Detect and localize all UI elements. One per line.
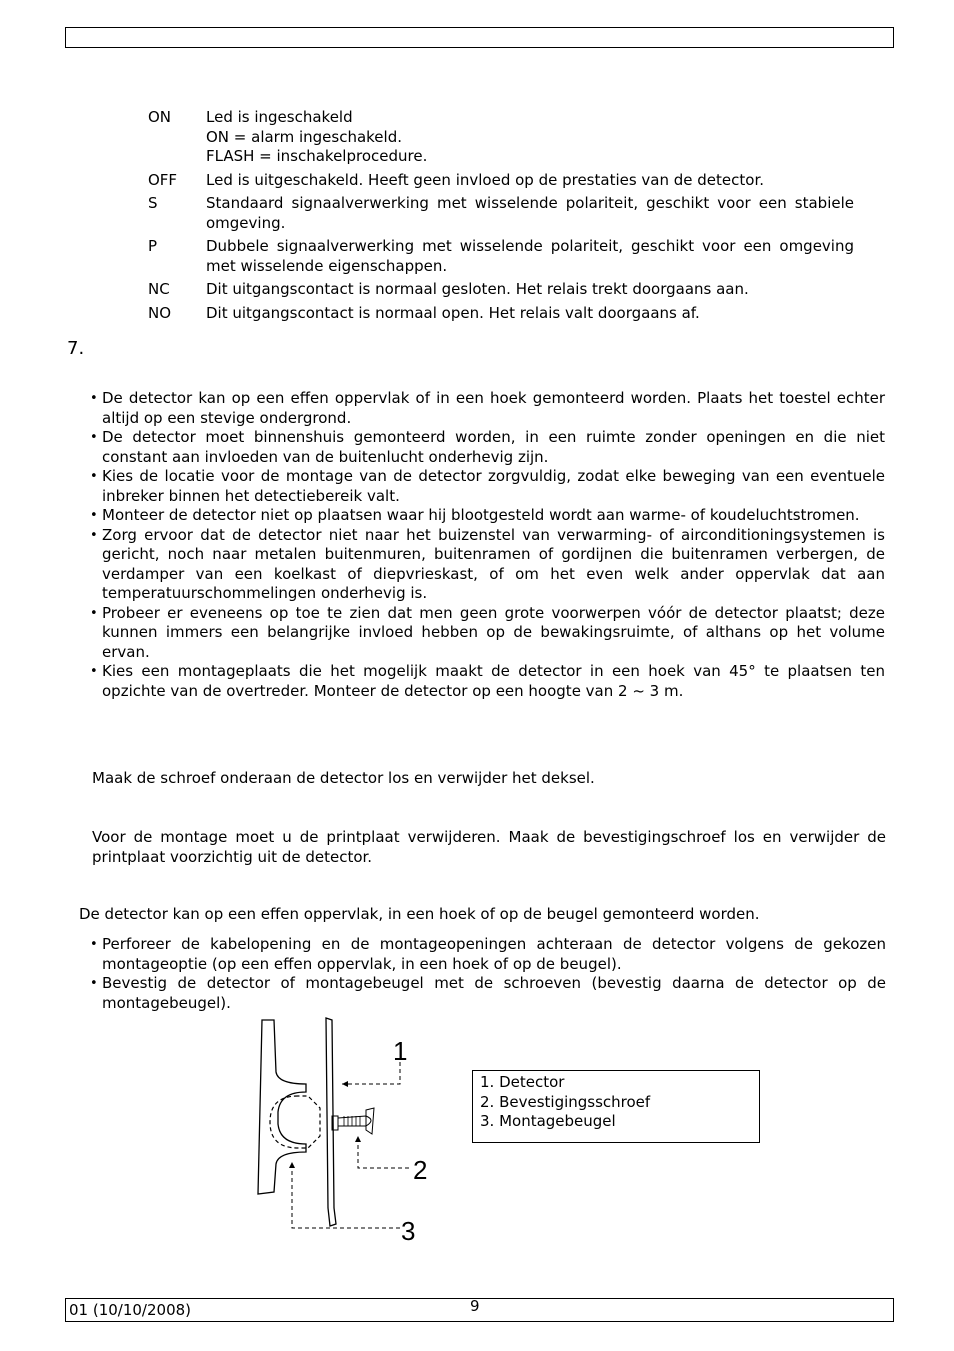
section-number: 7.: [67, 338, 85, 359]
list-item-text: Bevestig de detector of montagebeugel met de schroeven (bevestig daarna de detector op de montagebeugel).: [102, 974, 886, 1012]
list-item: [90, 467, 885, 506]
led-desc: Led is uitgeschakeld. Heeft geen invloed op de prestaties van de detector.: [206, 170, 765, 189]
footer-box: [65, 1298, 894, 1322]
cover-removal-paragraph: Maak de schroef onderaan de detector los en verwijder het deksel.: [92, 769, 595, 787]
led-settings-table: [148, 108, 854, 327]
list-item-text: De detector moet binnenshuis gemonteerd worden, in een ruimte zonder openingen en die niet constant aan invloeden van de buitenlucht onderhevig zijn.: [102, 428, 885, 466]
mounting-diagram: [250, 1012, 450, 1252]
led-key: NO: [148, 303, 172, 322]
bullet-icon: •: [90, 469, 98, 484]
list-item: [90, 526, 885, 604]
wall-plate: [326, 1018, 336, 1226]
legend-item: 3. Montagebeugel: [480, 1112, 616, 1130]
bullet-icon: •: [90, 937, 98, 952]
pcb-removal-paragraph: Voor de montage moet u de printplaat verwijderen. Maak de bevestigingschroef los en verwijder de printplaat voorzichtig uit de detector.: [92, 828, 886, 866]
mounting-paragraph: De detector kan op een effen oppervlak, in een hoek of op de beugel gemonteerd worden.: [79, 905, 760, 923]
led-desc-line: ON = alarm ingeschakeld.: [206, 127, 402, 146]
led-key: OFF: [148, 170, 178, 189]
led-desc: Dit uitgangscontact is normaal open. Het relais valt doorgaans af.: [206, 303, 700, 322]
led-desc-line: Led is ingeschakeld: [206, 108, 353, 126]
led-row: [148, 280, 854, 300]
led-key: S: [148, 194, 158, 212]
list-item-text: De detector kan op een effen oppervlak of in een hoek gemonteerd worden. Plaats het toestel echter altijd op een stevige ondergrond.: [102, 389, 885, 427]
list-item: [90, 389, 885, 428]
list-item-text: Probeer er eveneens op toe te zien dat men geen grote voorwerpen vóór de detector plaatst; deze kunnen immers een belangrijke invloed hebben op de bewakingsruimte, of althans op het volume ervan.: [102, 603, 885, 661]
list-item: [90, 428, 885, 467]
led-row: [148, 108, 854, 167]
callout-2: 2: [413, 1155, 428, 1185]
bullet-icon: •: [90, 508, 98, 523]
led-desc: Standaard signaalverwerking met wisselende polariteit, geschikt voor een stabiele omgeving.: [206, 194, 854, 232]
bullet-icon: •: [90, 430, 98, 445]
led-key: NC: [148, 280, 170, 298]
header-box: [65, 27, 894, 48]
callout-3: 3: [401, 1216, 416, 1246]
led-row: [148, 194, 854, 233]
bullet-icon: •: [90, 976, 98, 991]
bullet-icon: •: [90, 605, 98, 621]
list-item-text: Kies een montageplaats die het mogelijk maakt de detector in een hoek van 45° te plaatsen ten opzichte van de overtreder. Monteer de detector op een hoogte van 2 ~ 3 m.: [102, 662, 885, 700]
list-item: [90, 604, 885, 663]
callout-1: 1: [393, 1036, 408, 1066]
led-row: [148, 304, 854, 324]
mounting-steps-list: [90, 935, 886, 1013]
list-item: [90, 935, 886, 974]
legend-item: 2. Bevestigingsschroef: [480, 1092, 651, 1111]
list-item-text: Zorg ervoor dat de detector niet naar het buizenstel van verwarming- of airconditioningsystemen is gericht, noch naar metalen buitenmuren, buitenramen of gordijnen die buitenramen verbergen, de verdamper van een koelkast of diepvrieskast, of om het even welk ander oppervlak dat aan temperatuurschommelingen onderhevig is.: [102, 525, 885, 602]
list-item-text: Monteer de detector niet op plaatsen waar hij blootgesteld wordt aan warme- of koudeluchtstromen.: [102, 506, 860, 524]
list-item-text: Kies de locatie voor de montage van de detector zorgvuldig, zodat elke beweging van een eventuele inbreker binnen het detectiebereik valt.: [102, 467, 885, 505]
led-desc-line: FLASH = inschakelprocedure.: [206, 147, 428, 165]
document-version: 01 (10/10/2008): [69, 1301, 192, 1319]
mounting-bracket: [258, 1020, 306, 1194]
led-key: P: [148, 237, 158, 255]
figure-legend: [472, 1070, 760, 1143]
list-item: [90, 974, 886, 1013]
legend-item: 1. Detector: [480, 1073, 565, 1091]
bullet-icon: •: [90, 664, 98, 679]
list-item: [90, 662, 885, 701]
bullet-icon: •: [90, 391, 98, 406]
placement-guidelines-list: [90, 389, 885, 701]
led-row: [148, 237, 854, 276]
fixing-screw: [332, 1108, 374, 1134]
list-item: [90, 506, 885, 526]
led-row: [148, 171, 854, 191]
led-desc: [206, 108, 854, 167]
list-item-text: Perforeer de kabelopening en de montageopeningen achteraan de detector volgens de gekozen montageoptie (op een effen oppervlak, in een hoek of op de beugel).: [102, 935, 886, 973]
led-key: ON: [148, 108, 172, 126]
bullet-icon: •: [90, 527, 98, 543]
page-number: 9: [470, 1297, 480, 1315]
led-desc: Dit uitgangscontact is normaal gesloten. Het relais trekt doorgaans aan.: [206, 280, 749, 298]
led-desc: Dubbele signaalverwerking met wisselende polariteit, geschikt voor een omgeving met wisselende eigenschappen.: [206, 237, 854, 275]
